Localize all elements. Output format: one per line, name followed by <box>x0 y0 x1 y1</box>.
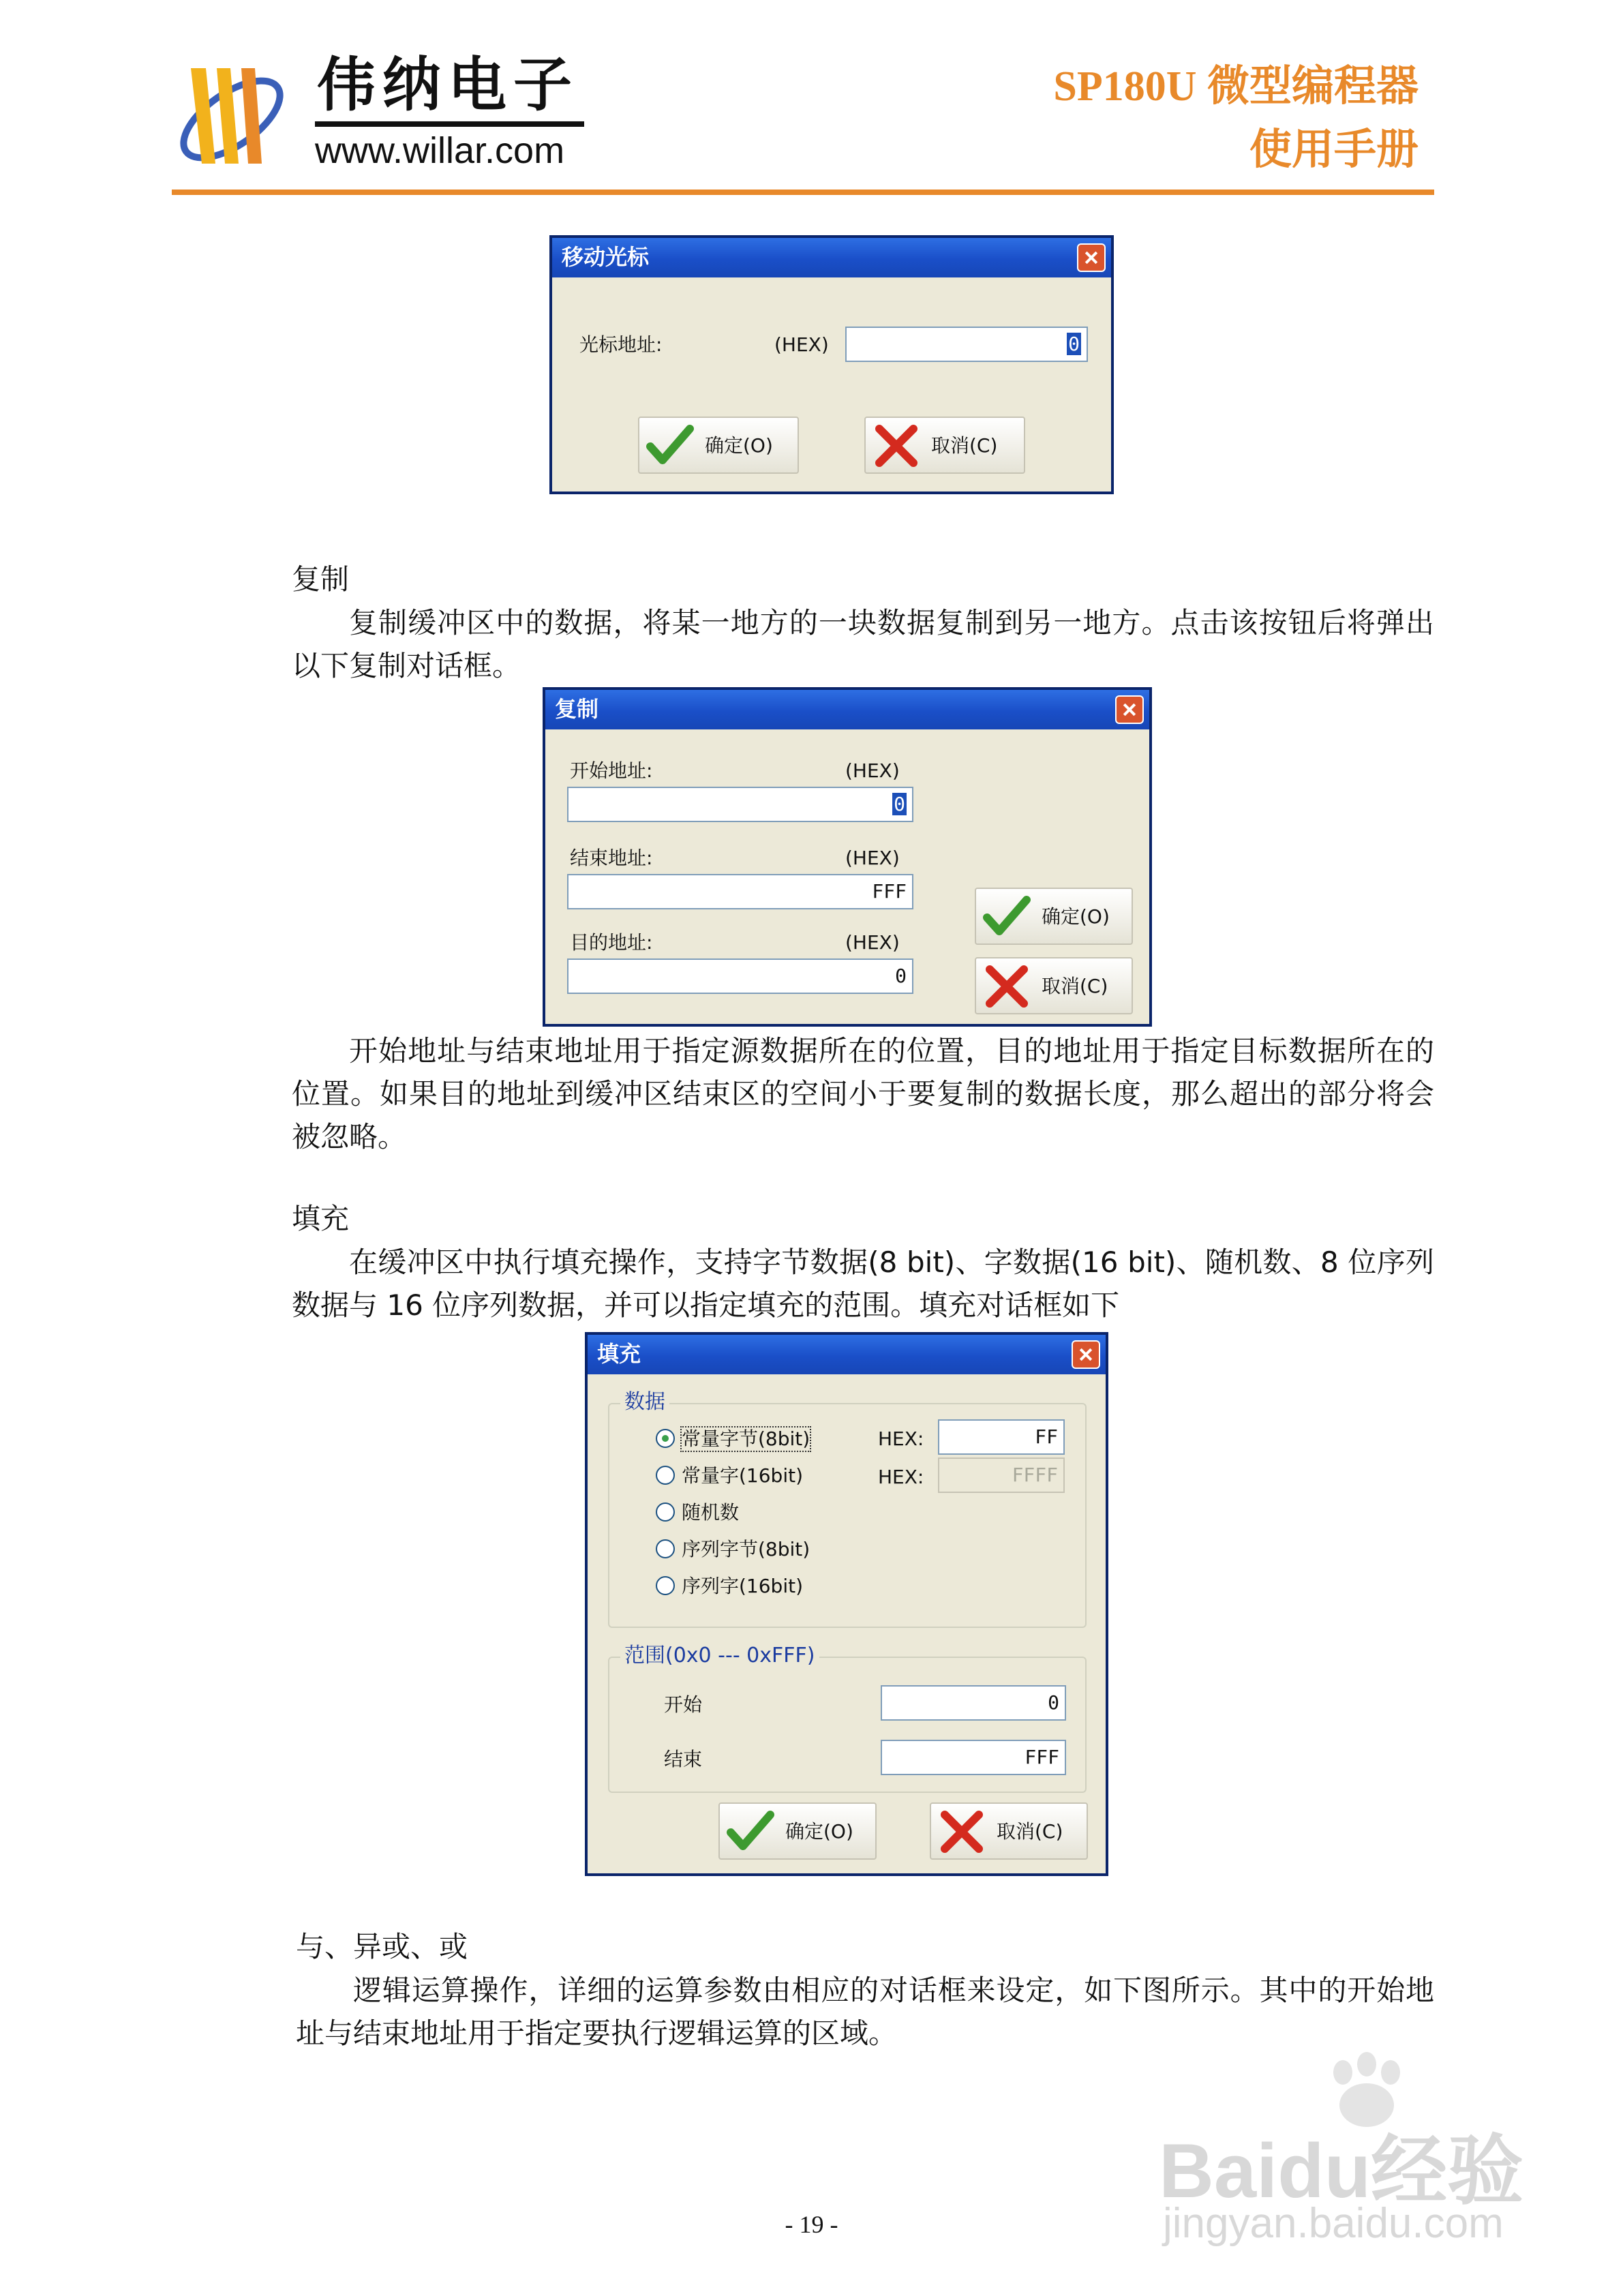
cursor-address-label: 光标地址: <box>579 333 663 356</box>
cross-icon <box>938 1809 986 1854</box>
radio-random[interactable] <box>656 1502 675 1522</box>
watermark-url: jingyan.baidu.com <box>1163 2200 1504 2247</box>
hex-word-input[interactable]: FFFF <box>938 1457 1065 1493</box>
ok-label: 确定(O) <box>785 1820 853 1843</box>
hex-byte-input[interactable]: FF <box>938 1419 1065 1455</box>
dialog-titlebar <box>552 238 1111 277</box>
cancel-label: 取消(C) <box>1042 975 1108 997</box>
header-divider <box>172 190 1434 195</box>
cursor-address-input[interactable]: 0 <box>845 327 1088 362</box>
option-random[interactable]: 随机数 <box>682 1501 740 1524</box>
cancel-label: 取消(C) <box>931 434 998 457</box>
ok-button[interactable] <box>975 888 1133 945</box>
radio-const-word[interactable] <box>656 1466 675 1485</box>
willar-logo-icon <box>170 55 293 177</box>
brand-name: 伟纳电子 <box>317 51 579 119</box>
cancel-button[interactable] <box>864 417 1025 474</box>
checkmark-icon <box>983 894 1031 939</box>
copy-intro: 复制缓冲区中的数据，将某一地方的一块数据复制到另一地方。点击该按钮后将弹出以下复制对话框。 <box>292 606 1434 682</box>
start-address-label: 开始地址: <box>570 759 653 782</box>
hex-word-label: HEX: <box>878 1466 924 1488</box>
cancel-label: 取消(C) <box>997 1820 1063 1843</box>
move-cursor-dialog <box>549 235 1114 494</box>
dest-address-label: 目的地址: <box>570 931 653 954</box>
hex-label: (HEX) <box>774 333 829 356</box>
watermark-brand: Baidu经验 <box>1159 2128 1524 2214</box>
dialog-title: 复制 <box>555 696 599 722</box>
ok-label: 确定(O) <box>705 434 773 457</box>
hex-byte-label: HEX: <box>878 1428 924 1450</box>
close-icon[interactable] <box>1072 1340 1100 1369</box>
page-number: - 19 - <box>785 2211 838 2238</box>
hex-label: (HEX) <box>845 759 900 782</box>
range-end-input[interactable]: FFF <box>881 1740 1066 1775</box>
option-seq-word[interactable]: 序列字(16bit) <box>682 1575 804 1597</box>
manual-title: SP180U 微型编程器 <box>1053 63 1419 110</box>
radio-seq-word[interactable] <box>656 1576 675 1595</box>
logic-intro: 逻辑运算操作，详细的运算参数由相应的对话框来设定，如下图所示。其中的开始地址与结束地址用于指定要执行逻辑运算的区域。 <box>296 1974 1434 2050</box>
start-address-input[interactable]: 0 <box>567 787 913 822</box>
range-start-label: 开始 <box>664 1693 703 1716</box>
end-address-label: 结束地址: <box>570 847 653 869</box>
cross-icon <box>983 964 1031 1009</box>
fill-heading: 填充 <box>292 1202 350 1235</box>
manual-subtitle: 使用手册 <box>1249 124 1419 174</box>
hex-label: (HEX) <box>845 931 900 954</box>
dest-address-input[interactable]: 0 <box>567 958 913 994</box>
end-address-input[interactable]: FFF <box>567 874 913 909</box>
close-icon[interactable] <box>1115 695 1144 724</box>
dialog-title: 填充 <box>597 1341 641 1367</box>
dialog-title: 移动光标 <box>562 244 650 270</box>
fill-dialog <box>585 1332 1108 1876</box>
range-end-label: 结束 <box>664 1748 703 1770</box>
copy-dialog <box>543 687 1152 1027</box>
radio-const-byte[interactable] <box>656 1429 675 1448</box>
dialog-titlebar <box>545 690 1149 729</box>
brand-url: www.willar.com <box>315 130 565 171</box>
cancel-button[interactable] <box>930 1802 1088 1860</box>
ok-label: 确定(O) <box>1042 905 1110 928</box>
option-seq-byte[interactable]: 序列字节(8bit) <box>682 1538 810 1560</box>
option-const-word[interactable]: 常量字(16bit) <box>682 1464 804 1487</box>
dialog-titlebar <box>588 1335 1106 1374</box>
logic-heading: 与、异或、或 <box>296 1930 468 1963</box>
cross-icon <box>873 423 920 468</box>
range-group-title: 范围(0x0 --- 0xFFF) <box>620 1643 819 1669</box>
checkmark-icon <box>646 423 694 468</box>
data-group-title: 数据 <box>620 1389 669 1415</box>
cancel-button[interactable] <box>975 957 1133 1014</box>
fill-intro: 在缓冲区中执行填充操作，支持字节数据(8 bit)、字数据(16 bit)、随机数、8 位序列数据与 16 位序列数据，并可以指定填充的范围。填充对话框如下 <box>292 1245 1434 1322</box>
option-const-byte[interactable]: 常量字节(8bit) <box>682 1428 810 1450</box>
copy-explanation: 开始地址与结束地址用于指定源数据所在的位置，目的地址用于指定目标数据所在的位置。如果目的地址到缓冲区结束区的空间小于要复制的数据长度，那么超出的部分将会被忽略。 <box>292 1034 1434 1153</box>
ok-button[interactable] <box>638 417 799 474</box>
brand-divider <box>315 121 584 127</box>
checkmark-icon <box>727 1809 774 1854</box>
close-icon[interactable] <box>1077 243 1106 272</box>
range-start-input[interactable]: 0 <box>881 1685 1066 1721</box>
radio-seq-byte[interactable] <box>656 1539 675 1558</box>
hex-label: (HEX) <box>845 847 900 869</box>
ok-button[interactable] <box>718 1802 877 1860</box>
copy-heading: 复制 <box>292 562 350 596</box>
